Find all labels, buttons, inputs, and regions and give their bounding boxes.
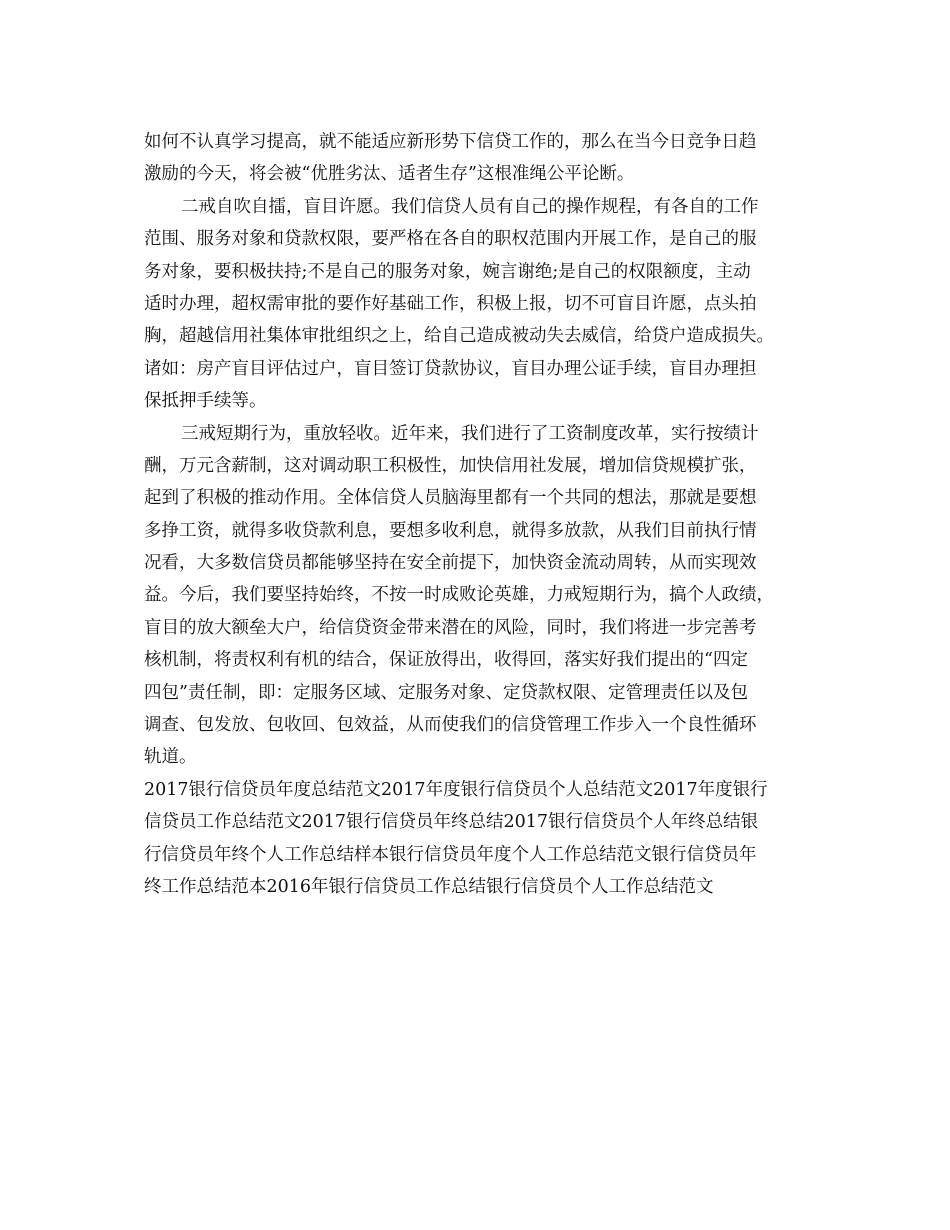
- text-line: 行信贷员年终个人工作总结样本银行信贷员年度个人工作总结范文银行信贷员年: [144, 844, 757, 865]
- text-line: 起到了积极的推动作用。全体信贷人员脑海里都有一个共同的想法，那就是要想: [144, 488, 757, 509]
- paragraph: [144, 191, 814, 418]
- text-line: 如何不认真学习提高，就不能适应新形势下信贷工作的，那么在当今日竞争日趋: [144, 132, 757, 152]
- text-line: 终工作总结范本2016年银行信贷员工作总结银行信贷员个人工作总结范文: [144, 876, 714, 897]
- text-line: 范围、服务对象和贷款权限，要严格在各自的职权范围内开展工作，是自己的服: [144, 229, 757, 250]
- paragraph: [144, 774, 814, 904]
- text-line: 况看，大多数信贷员都能够坚持在安全前提下，加快资金流动周转，从而实现效: [144, 553, 757, 574]
- paragraph: [144, 418, 814, 774]
- text-line: 核机制，将责权利有机的结合，保证放得出，收得回，落实好我们提出的“四定: [144, 650, 748, 671]
- text-line: 信贷员工作总结范文2017银行信贷员年终总结2017银行信贷员个人年终总结银: [144, 812, 759, 833]
- text-line: 酬，万元含薪制，这对调动职工积极性，加快信用社发展，增加信贷规模扩张，: [144, 455, 757, 476]
- text-line: 胸，超越信用社集体审批组织之上，给自己造成被动失去威信，给贷户造成损失。: [144, 326, 774, 347]
- text-line: 激励的今天，将会被“优胜劣汰、适者生存”这根准绳公平论断。: [144, 164, 635, 185]
- text-line: 轨道。: [144, 747, 197, 768]
- text-line: 调查、包发放、包收回、包效益，从而使我们的信贷管理工作步入一个良性循环: [144, 715, 757, 736]
- paragraph: [144, 126, 814, 191]
- text-line: 保抵押手续等。: [144, 391, 267, 412]
- text-line: 盲目的放大额垒大户，给信贷资金带来潜在的风险，同时，我们将进一步完善考: [144, 617, 757, 638]
- body-text: [144, 126, 814, 903]
- text-line: 务对象，要积极扶持;不是自己的服务对象，婉言谢绝;是自己的权限额度，主动: [144, 261, 751, 282]
- text-line: 二戒自吹自擂，盲目许愿。我们信贷人员有自己的操作规程，有各自的工作: [181, 196, 759, 217]
- text-line: 2017银行信贷员年度总结范文2017年度银行信贷员个人总结范文2017年度银行: [144, 779, 768, 800]
- text-line: 四包”责任制，即：定服务区域、定服务对象、定贷款权限、定管理责任以及包: [144, 682, 748, 703]
- text-line: 适时办理，超权需审批的要作好基础工作，积极上报，切不可盲目许愿，点头拍: [144, 293, 757, 314]
- text-line: 诸如：房产盲目评估过户，盲目签订贷款协议，盲目办理公证手续，盲目办理担: [144, 358, 757, 379]
- text-line: 多挣工资，就得多收贷款利息，要想多收利息，就得多放款，从我们目前执行情: [144, 520, 757, 541]
- text-line: 益。今后，我们要坚持始终，不按一时成败论英雄，力戒短期行为，搞个人政绩，: [144, 585, 774, 606]
- text-line: 三戒短期行为，重放轻收。近年来，我们进行了工资制度改革，实行按绩计: [181, 423, 759, 444]
